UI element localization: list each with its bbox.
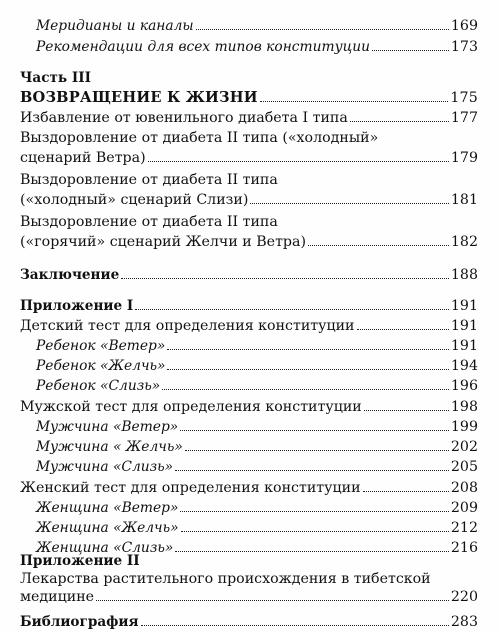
toc-entry-page: 188 <box>450 267 478 283</box>
toc-entry-page: 198 <box>450 399 478 415</box>
toc-entry-child-test[interactable] <box>20 316 478 336</box>
toc-entry-page: 175 <box>450 90 478 106</box>
toc-entry-child-wind[interactable] <box>36 336 478 356</box>
dot-leader <box>363 478 449 492</box>
toc-entry-herbal-line1: Лекарства растительного происхождения в тибетской <box>20 571 431 587</box>
dot-leader <box>162 376 449 390</box>
toc-entry-bile-wind[interactable] <box>20 232 478 252</box>
dot-leader <box>372 37 449 51</box>
part-label: Часть III <box>20 70 91 86</box>
toc-entry-page: 194 <box>450 358 478 374</box>
toc-entry-mucus[interactable] <box>20 190 478 210</box>
toc-entry-page: 173 <box>450 39 478 55</box>
toc-entry-title: Рекомендации для всех типов конституции <box>36 39 370 55</box>
toc-entry-bile-wind-line1: Выздоровление от диабета II типа <box>20 214 278 230</box>
toc-entry-child-bile[interactable] <box>36 356 478 376</box>
toc-entry-title: Приложение I <box>20 298 134 314</box>
toc-entry-page: 220 <box>450 589 478 605</box>
dot-leader <box>364 397 449 411</box>
toc-entry-title: ВОЗВРАЩЕНИЕ К ЖИЗНИ <box>20 89 258 106</box>
toc-entry-title: Ребенок «Ветер» <box>36 338 166 354</box>
toc-entry-page: 202 <box>450 439 478 455</box>
toc-entry-title: Женщина «Слизь» <box>36 540 174 556</box>
dot-leader <box>250 190 449 204</box>
toc-entry-page: 205 <box>450 459 478 475</box>
toc-entry-child-mucus[interactable] <box>36 376 478 396</box>
dot-leader <box>357 316 449 330</box>
toc-entry-male-test[interactable] <box>20 397 478 417</box>
toc-entry-title: медицине <box>20 589 95 605</box>
dot-leader <box>180 417 449 431</box>
toc-entry-male-bile[interactable] <box>36 437 478 457</box>
toc-entry-title: Заключение <box>20 267 120 283</box>
toc-entry-part3[interactable] <box>20 88 478 108</box>
toc-entry-page: 191 <box>450 298 478 314</box>
toc-entry-meridians[interactable] <box>36 16 478 36</box>
dot-leader <box>308 232 449 246</box>
toc-entry-herbal[interactable] <box>20 587 478 607</box>
toc-entry-conclusion[interactable] <box>20 265 478 285</box>
toc-entry-title: Мужчина «Ветер» <box>36 419 179 435</box>
toc-entry-page: 209 <box>450 500 478 516</box>
toc-entry-female-bile[interactable] <box>36 518 478 538</box>
toc-entry-page: 179 <box>450 150 478 166</box>
toc-entry-title: Избавление от ювенильного диабета I типа <box>20 110 348 126</box>
dot-leader <box>175 538 449 552</box>
toc-entry-recommendations[interactable] <box>36 37 478 57</box>
appendix2-heading: Приложение II <box>20 553 140 569</box>
toc-entry-title: сценарий Ветра) <box>20 150 146 166</box>
toc-entry-wind-line1: Выздоровление от диабета II типа («холодный» <box>20 130 379 146</box>
dot-leader <box>121 265 449 279</box>
toc-entry-female-wind[interactable] <box>36 498 478 518</box>
toc-entry-page: 191 <box>450 318 478 334</box>
toc-entry-title: Мужчина « Желчь» <box>36 439 183 455</box>
dot-leader <box>196 16 449 30</box>
toc-entry-page: 169 <box>450 18 478 34</box>
toc-entry-title: Меридианы и каналы <box>36 18 194 34</box>
dot-leader <box>141 612 449 626</box>
dot-leader <box>175 457 449 471</box>
toc-entry-page: 283 <box>450 614 478 630</box>
dot-leader <box>135 296 449 310</box>
toc-entry-page: 177 <box>450 110 478 126</box>
toc-entry-title: Женский тест для определения конституции <box>20 480 361 496</box>
dot-leader <box>148 148 449 162</box>
toc-entry-juvenile[interactable] <box>20 108 478 128</box>
toc-entry-page: 212 <box>450 520 478 536</box>
toc-entry-title: Библиография <box>20 614 139 630</box>
dot-leader <box>167 336 449 350</box>
toc-entry-title: Мужчина «Слизь» <box>36 459 174 475</box>
toc-entry-title: Ребенок «Слизь» <box>36 378 161 394</box>
toc-entry-page: 182 <box>450 234 478 250</box>
toc-entry-title: Женщина «Желчь» <box>36 520 179 536</box>
toc-entry-title: («горячий» сценарий Желчи и Ветра) <box>20 234 306 250</box>
dot-leader <box>180 498 448 512</box>
toc-entry-page: 181 <box>450 192 478 208</box>
dot-leader <box>181 518 449 532</box>
toc-entry-title: Детский тест для определения конституции <box>20 318 355 334</box>
toc-entry-wind[interactable] <box>20 148 478 168</box>
dot-leader <box>167 356 448 370</box>
dot-leader <box>96 587 449 601</box>
dot-leader <box>185 437 449 451</box>
toc-entry-bibliography[interactable] <box>20 612 478 632</box>
toc-entry-title: Мужской тест для определения конституции <box>20 399 362 415</box>
toc-entry-page: 199 <box>450 419 478 435</box>
toc-entry-page: 208 <box>450 480 478 496</box>
toc-entry-male-wind[interactable] <box>36 417 478 437</box>
toc-entry-appendix1[interactable] <box>20 296 478 316</box>
toc-entry-mucus-line1: Выздоровление от диабета II типа <box>20 172 278 188</box>
toc-entry-page: 196 <box>450 378 478 394</box>
toc-entry-page: 216 <box>450 540 478 556</box>
toc-entry-title: Ребенок «Желчь» <box>36 358 166 374</box>
toc-entry-female-test[interactable] <box>20 478 478 498</box>
dot-leader <box>260 88 449 102</box>
toc-entry-title: («холодный» сценарий Слизи) <box>20 192 249 208</box>
toc-entry-title: Женщина «Ветер» <box>36 500 179 516</box>
toc-entry-page: 191 <box>450 338 478 354</box>
toc-entry-male-mucus[interactable] <box>36 457 478 477</box>
dot-leader <box>350 108 449 122</box>
